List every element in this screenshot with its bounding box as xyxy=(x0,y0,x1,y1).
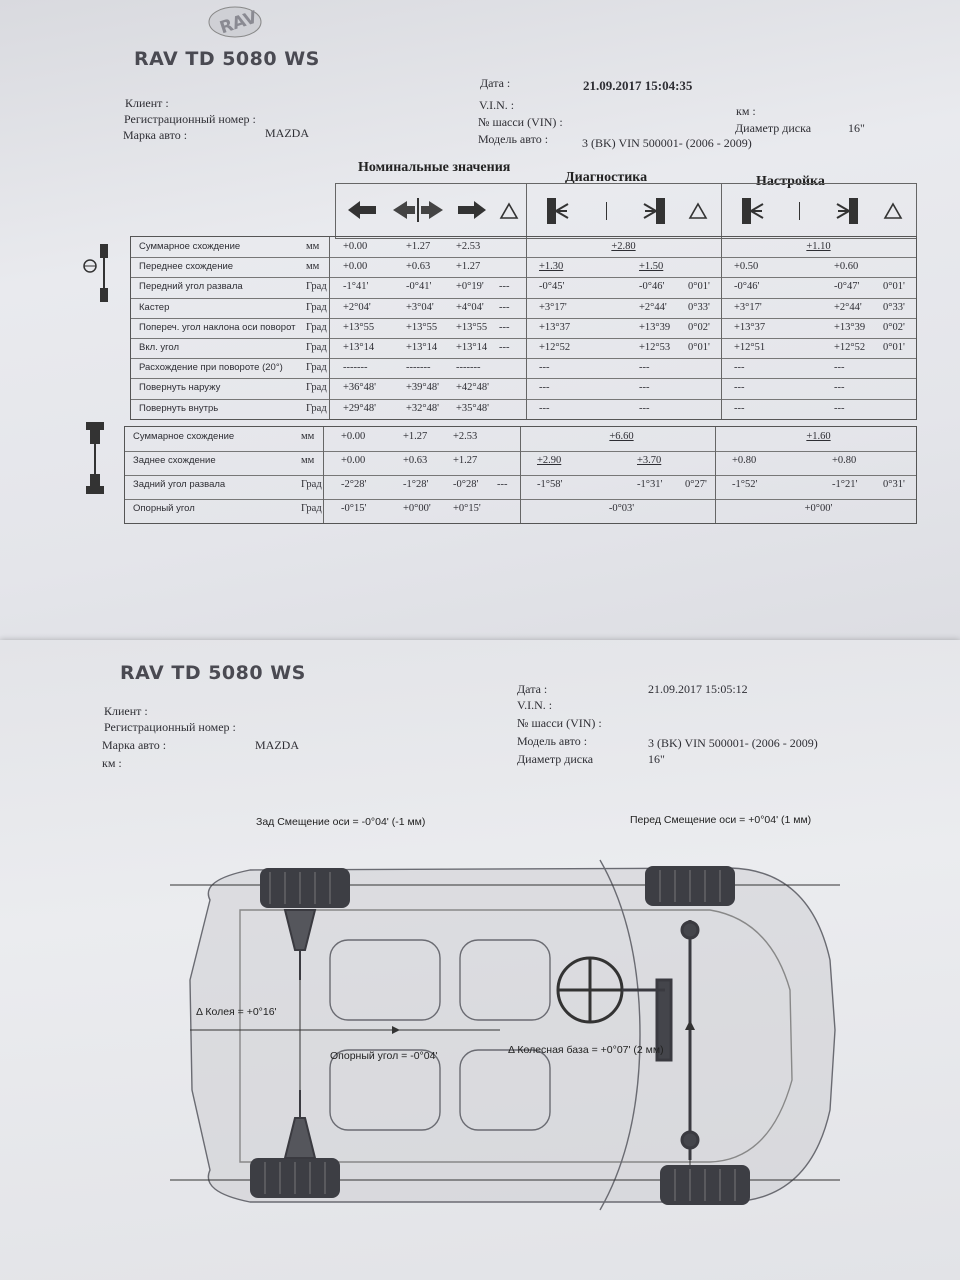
front-n2-cell: ------- xyxy=(406,362,431,374)
front-d_merged-cell: +2.80 xyxy=(611,241,636,252)
km-label: км : xyxy=(736,104,756,118)
model-label: Модель авто : xyxy=(517,734,588,748)
front-n1-cell: +13°14 xyxy=(343,342,375,353)
right-wheel-icon xyxy=(641,194,671,228)
car-topview-diagram xyxy=(170,840,840,1235)
front-sr-cell: --- xyxy=(834,362,845,374)
rear-sl-cell: +0.80 xyxy=(732,455,757,466)
front-s_merged-cell: +1.10 xyxy=(806,241,831,252)
rear-sl-cell: -1°52' xyxy=(732,479,758,490)
arrow-right-icon xyxy=(456,198,488,222)
rear-dd-cell: 0°27' xyxy=(685,479,707,490)
icon-header-row xyxy=(335,183,917,239)
front-n4-cell: --- xyxy=(499,301,510,313)
front-row xyxy=(131,338,916,359)
front-n2-cell: +3°04' xyxy=(406,301,434,313)
front-unit-cell: мм xyxy=(306,261,320,273)
rear-name-cell: Суммарное схождение xyxy=(133,431,235,442)
rear-axle-offset: Зад Смещение оси = -0°04' (-1 мм) xyxy=(256,816,426,828)
front-sl-cell: --- xyxy=(734,362,745,374)
front-unit-cell: Град xyxy=(306,342,327,353)
front-dd-cell: 0°33' xyxy=(688,301,710,313)
front-name-cell: Расхождение при повороте (20°) xyxy=(139,362,283,374)
front-sr-cell: --- xyxy=(834,402,845,414)
right-wheel-icon xyxy=(834,194,864,228)
front-dr-cell: --- xyxy=(639,402,650,414)
front-n3-cell: +13°55 xyxy=(456,321,488,333)
make-value: MAZDA xyxy=(265,126,309,140)
diagnostics-header: Диагностика xyxy=(565,170,648,185)
front-dl-cell: --- xyxy=(539,402,550,414)
front-dr-cell: --- xyxy=(639,382,650,394)
front-axle-icon xyxy=(82,242,122,304)
rear-s_merged-cell: +0°00' xyxy=(804,503,833,514)
front-sl-cell: +3°17' xyxy=(734,301,762,313)
front-sl-cell: +12°51 xyxy=(734,342,766,353)
column-divider xyxy=(323,427,324,523)
rear-n3-cell: +0°15' xyxy=(453,503,481,514)
front-sl-cell: --- xyxy=(734,382,745,394)
make-label: Марка авто : xyxy=(102,738,167,752)
front-row xyxy=(131,257,916,278)
date-label: Дата : xyxy=(517,682,548,696)
front-unit-cell: Град xyxy=(306,281,327,293)
front-n1-cell: -1°41' xyxy=(343,281,369,293)
rav-logo-text: RAV xyxy=(217,7,260,39)
rear-axle-table xyxy=(124,426,917,524)
vin-label: V.I.N. : xyxy=(517,698,553,712)
rav-logo-icon xyxy=(205,2,265,40)
km-label: км : xyxy=(102,756,122,770)
vin-label: V.I.N. : xyxy=(479,98,515,112)
rear-sd-cell: 0°31' xyxy=(883,479,905,490)
front-sl-cell: +0.50 xyxy=(734,261,759,273)
front-unit-cell: мм xyxy=(306,241,320,252)
front-unit-cell: Град xyxy=(306,362,327,374)
converge-arrows-icon xyxy=(391,196,445,224)
front-n2-cell: +13°14 xyxy=(406,342,438,353)
front-dr-cell: +12°53 xyxy=(639,342,671,353)
column-divider xyxy=(526,237,527,419)
front-dd-cell: 0°02' xyxy=(688,321,710,333)
column-divider xyxy=(520,427,521,523)
date-value: 21.09.2017 15:04:35 xyxy=(583,78,693,93)
client-label: Клиент : xyxy=(125,96,169,110)
column-divider xyxy=(721,237,722,419)
delta-icon xyxy=(499,202,519,220)
rear-n2-cell: +0.63 xyxy=(403,455,428,466)
rear-n3-cell: -0°28' xyxy=(453,479,479,490)
front-row xyxy=(131,298,916,319)
front-dr-cell: +13°39 xyxy=(639,321,671,333)
front-dl-cell: -0°45' xyxy=(539,281,565,293)
rear-sr-cell: +0.80 xyxy=(832,455,857,466)
front-name-cell: Попереч. угол наклона оси поворот xyxy=(139,321,296,333)
rear-unit-cell: Град xyxy=(301,479,322,490)
front-n4-cell: --- xyxy=(499,281,510,293)
front-n1-cell: +0.00 xyxy=(343,241,368,252)
front-sr-cell: +0.60 xyxy=(834,261,859,273)
rear-n3-cell: +1.27 xyxy=(453,455,478,466)
front-axle-offset: Перед Смещение оси = +0°04' (1 мм) xyxy=(630,814,812,826)
column-divider xyxy=(715,427,716,523)
front-sl-cell: -0°46' xyxy=(734,281,760,293)
front-n3-cell: +35°48' xyxy=(456,402,490,414)
reg-number-label: Регистрационный номер : xyxy=(124,112,256,126)
front-n4-cell: --- xyxy=(499,321,510,333)
delta-icon xyxy=(688,202,708,220)
front-sr-cell: +13°39 xyxy=(834,321,866,333)
front-name-cell: Суммарное схождение xyxy=(139,241,241,252)
column-divider xyxy=(329,237,330,419)
alignment-report-page-2 xyxy=(0,640,960,1280)
rear-name-cell: Задний угол развала xyxy=(133,479,226,490)
front-unit-cell: Град xyxy=(306,402,327,414)
rear-n2-cell: -1°28' xyxy=(403,479,429,490)
thrust-angle-label: Опорный угол = -0°04' xyxy=(330,1050,438,1062)
rear-dl-cell: -1°58' xyxy=(537,479,563,490)
rear-sr-cell: -1°21' xyxy=(832,479,858,490)
model-value: 3 (BK) VIN 500001- (2006 - 2009) xyxy=(648,736,818,750)
rear-name-cell: Опорный угол xyxy=(133,503,195,514)
rear-dr-cell: +3.70 xyxy=(637,455,662,466)
front-n2-cell: +13°55 xyxy=(406,321,438,333)
front-n3-cell: +1.27 xyxy=(456,261,481,273)
disk-label: Диаметр диска xyxy=(735,121,812,135)
disk-value: 16" xyxy=(848,121,865,135)
disk-label: Диаметр диска xyxy=(517,752,594,766)
client-label: Клиент : xyxy=(104,704,148,718)
front-n3-cell: +13°14 xyxy=(456,342,488,353)
rear-unit-cell: Град xyxy=(301,503,322,514)
front-dr-cell: +1.50 xyxy=(639,261,664,273)
front-n1-cell: +36°48' xyxy=(343,382,377,394)
front-row xyxy=(131,399,916,419)
front-unit-cell: Град xyxy=(306,321,327,333)
front-dr-cell: +2°44' xyxy=(639,301,667,313)
front-name-cell: Кастер xyxy=(139,301,170,313)
rear-d_merged-cell: -0°03' xyxy=(608,503,635,514)
front-name-cell: Повернуть внутрь xyxy=(139,402,219,414)
front-n1-cell: +0.00 xyxy=(343,261,368,273)
front-n2-cell: +1.27 xyxy=(406,241,431,252)
front-dl-cell: +3°17' xyxy=(539,301,567,313)
rear-n1-cell: -2°28' xyxy=(341,479,367,490)
rear-dl-cell: +2.90 xyxy=(537,455,562,466)
front-dl-cell: --- xyxy=(539,382,550,394)
rear-unit-cell: мм xyxy=(301,431,315,442)
front-sl-cell: +13°37 xyxy=(734,321,766,333)
front-n3-cell: +0°19' xyxy=(456,281,484,293)
rear-unit-cell: мм xyxy=(301,455,315,466)
front-unit-cell: Град xyxy=(306,382,327,394)
front-n3-cell: ------- xyxy=(456,362,481,374)
report-brand: RAV TD 5080 WS xyxy=(120,662,306,684)
setup-header: Настройка xyxy=(756,174,825,189)
front-n4-cell: --- xyxy=(499,342,510,353)
report-brand: RAV TD 5080 WS xyxy=(134,48,320,70)
left-wheel-icon xyxy=(736,194,766,228)
rear-s_merged-cell: +1.60 xyxy=(806,431,831,442)
wheelbase-difference-label: Δ Колесная база = +0°07' (2 мм) xyxy=(508,1044,664,1056)
front-row xyxy=(131,237,916,258)
front-sd-cell: 0°01' xyxy=(883,281,905,293)
front-dr-cell: -0°46' xyxy=(639,281,665,293)
front-sr-cell: --- xyxy=(834,382,845,394)
date-label: Дата : xyxy=(480,76,511,90)
rear-n2-cell: +0°00' xyxy=(403,503,431,514)
delta-icon xyxy=(883,202,903,220)
model-label: Модель авто : xyxy=(478,132,549,146)
front-name-cell: Переднее схождение xyxy=(139,261,234,273)
front-sd-cell: 0°01' xyxy=(883,342,905,353)
model-value: 3 (BK) VIN 500001- (2006 - 2009) xyxy=(582,136,752,150)
front-n1-cell: +13°55 xyxy=(343,321,375,333)
front-dl-cell: --- xyxy=(539,362,550,374)
disk-value: 16" xyxy=(648,752,665,766)
front-sd-cell: 0°33' xyxy=(883,301,905,313)
front-name-cell: Повернуть наружу xyxy=(139,382,221,394)
front-dl-cell: +12°52 xyxy=(539,342,571,353)
make-label: Марка авто : xyxy=(123,128,188,142)
front-dl-cell: +1.30 xyxy=(539,261,564,273)
front-sr-cell: +12°52 xyxy=(834,342,866,353)
rear-n1-cell: +0.00 xyxy=(341,431,366,442)
front-sl-cell: --- xyxy=(734,402,745,414)
reg-number-label: Регистрационный номер : xyxy=(104,720,236,734)
front-n2-cell: +32°48' xyxy=(406,402,440,414)
rear-n3-cell: +2.53 xyxy=(453,431,478,442)
rear-d_merged-cell: +6.60 xyxy=(609,431,634,442)
nominal-header: Номинальные значения xyxy=(358,160,511,175)
rear-dr-cell: -1°31' xyxy=(637,479,663,490)
front-n3-cell: +2.53 xyxy=(456,241,481,252)
front-n1-cell: +29°48' xyxy=(343,402,377,414)
rear-name-cell: Заднее схождение xyxy=(133,455,216,466)
chassis-label: № шасси (VIN) : xyxy=(478,115,563,129)
rear-n1-cell: +0.00 xyxy=(341,455,366,466)
front-axle-table xyxy=(130,236,917,420)
front-dr-cell: --- xyxy=(639,362,650,374)
front-sr-cell: -0°47' xyxy=(834,281,860,293)
date-value: 21.09.2017 15:05:12 xyxy=(648,682,748,696)
front-sr-cell: +2°44' xyxy=(834,301,862,313)
front-sd-cell: 0°02' xyxy=(883,321,905,333)
front-row xyxy=(131,318,916,339)
track-difference-label: Δ Колея = +0°16' xyxy=(196,1006,277,1018)
front-row xyxy=(131,358,916,379)
front-name-cell: Передний угол развала xyxy=(139,281,243,293)
rear-n1-cell: -0°15' xyxy=(341,503,367,514)
front-dd-cell: 0°01' xyxy=(688,342,710,353)
front-row xyxy=(131,378,916,399)
front-name-cell: Вкл. угол xyxy=(139,342,180,353)
front-n1-cell: ------- xyxy=(343,362,368,374)
arrow-left-icon xyxy=(346,198,378,222)
front-n2-cell: +39°48' xyxy=(406,382,440,394)
front-n2-cell: +0.63 xyxy=(406,261,431,273)
front-n1-cell: +2°04' xyxy=(343,301,371,313)
rear-axle-icon xyxy=(78,420,114,496)
chassis-label: № шасси (VIN) : xyxy=(517,716,602,730)
front-n3-cell: +4°04' xyxy=(456,301,484,313)
left-wheel-icon xyxy=(541,194,571,228)
rear-n4-cell: --- xyxy=(497,479,508,490)
make-value: MAZDA xyxy=(255,738,299,752)
front-n2-cell: -0°41' xyxy=(406,281,432,293)
front-n3-cell: +42°48' xyxy=(456,382,490,394)
front-dd-cell: 0°01' xyxy=(688,281,710,293)
front-dl-cell: +13°37 xyxy=(539,321,571,333)
rear-n2-cell: +1.27 xyxy=(403,431,428,442)
front-row xyxy=(131,277,916,298)
front-unit-cell: Град xyxy=(306,301,327,313)
